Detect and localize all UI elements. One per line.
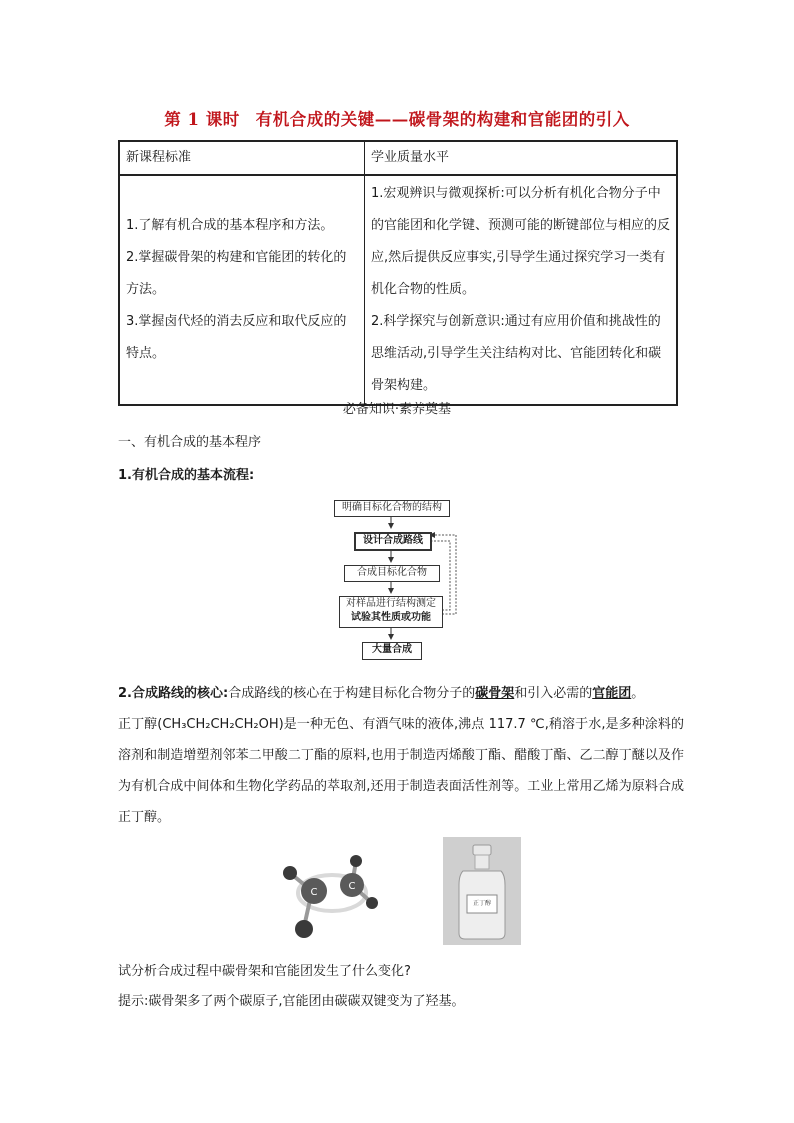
flow-step-4 — [339, 596, 443, 628]
knowledge-heading: 必备知识·素养奠基 — [342, 402, 452, 417]
butanol-bottle-photo — [443, 837, 521, 945]
core-mid: 和引入必需的 — [514, 686, 593, 701]
standard-item: 2.掌握碳骨架的构建和官能团的转化的方法。 — [126, 250, 347, 297]
table-header-standard: 新课程标准 — [119, 141, 365, 175]
lesson-number: 第 1 课时 — [164, 110, 240, 129]
standard-item: 3.掌握卤代烃的消去反应和取代反应的特点。 — [126, 314, 347, 361]
section-heading: 一、有机合成的基本程序 — [118, 435, 262, 450]
bottle-icon — [443, 837, 521, 945]
term-functional-group: 官能团 — [592, 686, 632, 701]
page-title — [0, 106, 794, 130]
question-text: 试分析合成过程中碳骨架和官能团发生了什么变化? — [118, 964, 411, 979]
flow-step-5: 大量合成 — [362, 642, 422, 660]
flow-step-1: 明确目标化合物的结构 — [334, 500, 450, 517]
flowchart — [318, 492, 478, 664]
ethylene-molecule-model — [272, 845, 392, 950]
lesson-topic: 有机合成的关键——碳骨架的构建和官能团的引入 — [255, 110, 630, 129]
subsection-heading: 1.有机合成的基本流程: — [118, 468, 255, 483]
core-label: 2.合成路线的核心: — [118, 686, 229, 701]
core-end: 。 — [631, 686, 645, 701]
flow-step-4-line2: 试验其性质或功能 — [351, 612, 431, 623]
flow-step-2: 设计合成路线 — [354, 532, 432, 551]
flow-step-4-line1: 对样品进行结构测定 — [346, 598, 436, 609]
term-carbon-skeleton: 碳骨架 — [475, 686, 515, 701]
quality-item: 1.宏观辨识与微观探析:可以分析有机化合物分子中的官能团和化学键、预测可能的断键部位与相应的反应,然后提供反应事实,引导学生通过探究学习一类有机化合物的性质。 — [371, 186, 671, 297]
flow-step-3: 合成目标化合物 — [344, 565, 440, 582]
bottle-label: 正丁醇 — [472, 900, 491, 907]
quality-item: 2.科学探究与创新意识:通过有应用价值和挑战性的思维活动,引导学生关注结构对比、官能团转化和碳骨架构建。 — [371, 314, 662, 393]
quality-cell — [365, 175, 678, 405]
butanol-paragraph: 正丁醇(CH₃CH₂CH₂CH₂OH)是一种无色、有酒气味的液体,沸点 117.7 ℃,稍溶于水,是多种涂料的溶剂和制造增塑剂邻苯二甲酸二丁酯的原料,也用于制造丙烯酸丁酯、醋酸丁酯、乙二醇丁醚以及作为有机合成中间体和生物化学药品的萃取剂,还用于制造表面活性剂等。工业上常用乙烯为原料合成正丁醇。 — [118, 717, 684, 825]
core-text: 合成路线的核心在于构建目标化合物分子的 — [228, 686, 476, 701]
svg-text:C: C — [310, 887, 318, 898]
standard-item: 1.了解有机合成的基本程序和方法。 — [126, 218, 334, 233]
table-header-quality: 学业质量水平 — [365, 141, 678, 175]
core-statement — [118, 678, 684, 709]
hint-text: 提示:碳骨架多了两个碳原子,官能团由碳碳双键变为了羟基。 — [118, 994, 465, 1009]
svg-text:C: C — [348, 881, 356, 892]
standards-cell — [119, 175, 365, 405]
standards-table — [118, 140, 678, 406]
